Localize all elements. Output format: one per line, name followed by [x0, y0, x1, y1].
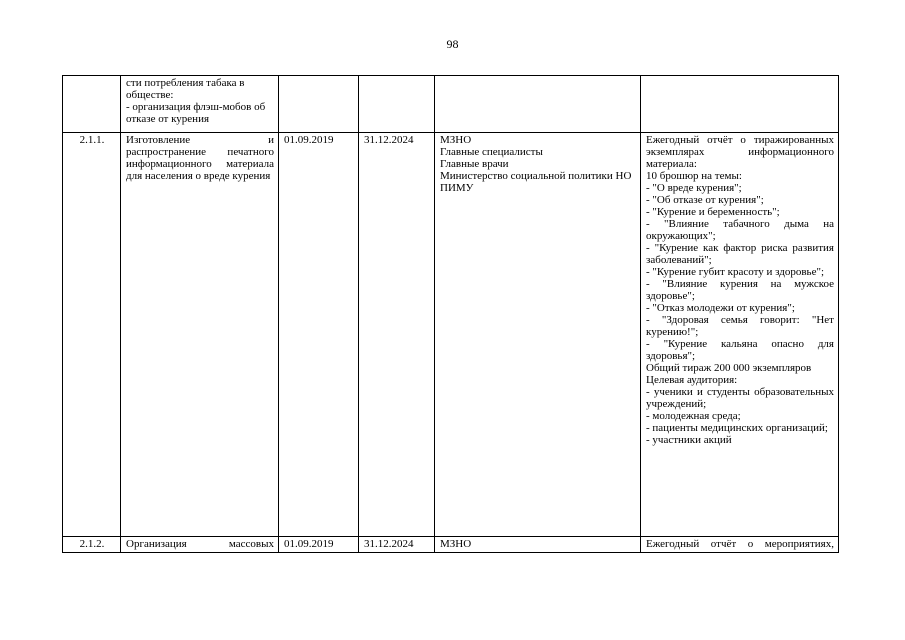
executor: Главные специалисты — [440, 146, 543, 158]
result-line: - "Влияние курения на мужское здоровье"; — [646, 278, 834, 302]
result-line: Ежегодный отчёт о тиражированных экземплярах информационного материала: — [646, 134, 834, 170]
end-date: 31.12.2024 — [359, 537, 435, 553]
result-line: - "Курение губит красоту и здоровье"; — [646, 266, 825, 278]
executor: МЗНО — [440, 134, 472, 146]
result-text: Ежегодный отчёт о мероприятиях, — [646, 538, 834, 550]
plan-table — [62, 75, 839, 553]
item-description — [121, 537, 279, 553]
item-description: Изготовление и распространение печатного информационного материала для населения о вреде курения — [121, 133, 279, 537]
result-cell — [641, 133, 839, 537]
executor: ПИМУ — [440, 182, 474, 194]
result-cell — [641, 537, 839, 553]
result-line: - ученики и студенты образовательных учреждений; — [646, 386, 834, 410]
result-line: - "Курение и беременность"; — [646, 206, 780, 218]
result-line: - "Отказ молодежи от курения"; — [646, 302, 795, 314]
start-date-cell — [279, 76, 359, 133]
result-line: - "Курение кальяна опасно для здоровья"; — [646, 338, 834, 362]
item-number: 2.1.1. — [63, 133, 121, 537]
result-line: - "Курение как фактор риска развития заболеваний"; — [646, 242, 834, 266]
end-date: 31.12.2024 — [359, 133, 435, 537]
result-line: - молодежная среда; — [646, 410, 741, 422]
item-description-text: Организация массовых — [126, 538, 274, 550]
table-row-2-1-1 — [63, 133, 839, 537]
item-number: 2.1.2. — [63, 537, 121, 553]
description-cell — [121, 76, 279, 133]
start-date: 01.09.2019 — [279, 133, 359, 537]
result-line: - "Об отказе от курения"; — [646, 194, 764, 206]
description-line: сти потребления табака в обществе: — [126, 77, 245, 101]
result-line: - "Влияние табачного дыма на окружающих"; — [646, 218, 834, 242]
result-line: 10 брошюр на темы: — [646, 170, 742, 182]
result-line: Общий тираж 200 000 экземпляров — [646, 362, 812, 374]
page-number: 98 — [446, 37, 459, 51]
description-line: - организация флэш-мобов об отказе от курения — [126, 101, 266, 125]
executor: Главные врачи — [440, 158, 509, 170]
table-row-continuation — [63, 76, 839, 133]
result-line: - "Здоровая семья говорит: "Нет курению!"; — [646, 314, 834, 338]
start-date: 01.09.2019 — [279, 537, 359, 553]
result-line: - пациенты медицинских организаций; — [646, 422, 828, 434]
executors-cell — [435, 133, 641, 537]
table-row-2-1-2 — [63, 537, 839, 553]
executor: Министерство социальной политики НО — [440, 170, 632, 182]
executors-cell — [435, 76, 641, 133]
result-line: Целевая аудитория: — [646, 374, 738, 386]
end-date-cell — [359, 76, 435, 133]
result-line: - участники акций — [646, 434, 732, 446]
result-cell — [641, 76, 839, 133]
executor: МЗНО — [435, 537, 641, 553]
result-line: - "О вреде курения"; — [646, 182, 742, 194]
num-cell — [63, 76, 121, 133]
